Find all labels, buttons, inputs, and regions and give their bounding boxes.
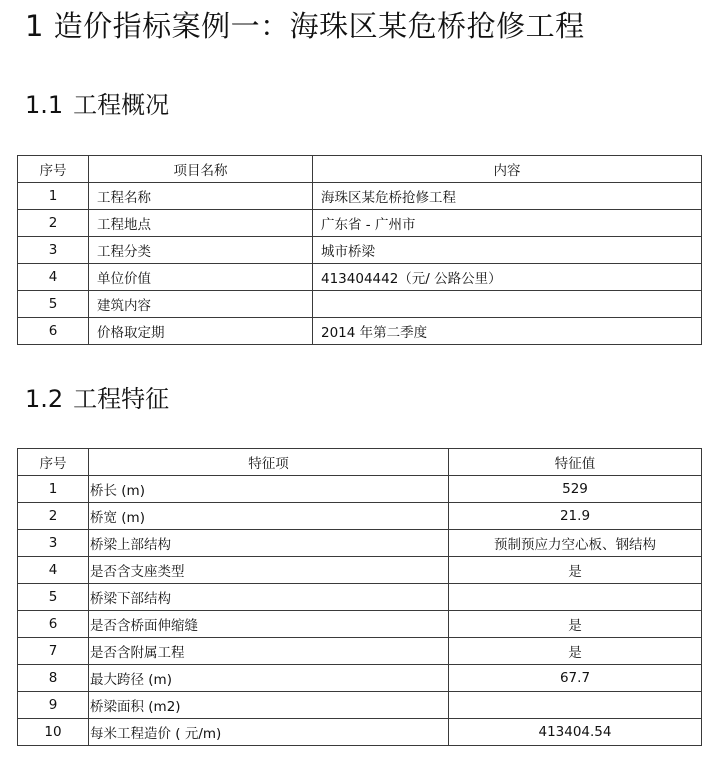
row-content <box>313 291 702 318</box>
row-no: 4 <box>18 264 89 291</box>
row-feature: 桥长 (m) <box>89 476 449 503</box>
row-item-name: 工程地点 <box>89 210 313 237</box>
row-no: 6 <box>18 318 89 345</box>
row-feature-value: 是 <box>449 611 702 638</box>
row-item-name: 建筑内容 <box>89 291 313 318</box>
page-title: 1 造价指标案例一：海珠区某危桥抢修工程 <box>25 9 585 43</box>
column-header-no: 序号 <box>18 156 89 183</box>
table-row <box>18 503 702 530</box>
row-feature-value: 529 <box>449 476 702 503</box>
table-header-row <box>18 156 702 183</box>
row-no: 8 <box>18 665 89 692</box>
row-no: 3 <box>18 237 89 264</box>
overview-table <box>17 155 702 345</box>
row-content: 海珠区某危桥抢修工程 <box>313 183 702 210</box>
section-number: 1.2 <box>25 385 64 413</box>
row-feature-value: 21.9 <box>449 503 702 530</box>
table-row <box>18 611 702 638</box>
table-row <box>18 665 702 692</box>
row-no: 3 <box>18 530 89 557</box>
row-feature: 桥宽 (m) <box>89 503 449 530</box>
row-no: 5 <box>18 291 89 318</box>
row-feature: 是否含附属工程 <box>89 638 449 665</box>
row-feature: 桥梁上部结构 <box>89 530 449 557</box>
row-content: 广东省 - 广州市 <box>313 210 702 237</box>
row-feature-value: 是 <box>449 557 702 584</box>
table-row <box>18 264 702 291</box>
row-no: 6 <box>18 611 89 638</box>
column-header-no: 序号 <box>18 449 89 476</box>
row-feature: 每米工程造价 ( 元/m) <box>89 719 449 746</box>
row-no: 5 <box>18 584 89 611</box>
row-no: 10 <box>18 719 89 746</box>
features-table <box>17 448 702 746</box>
row-content: 2014 年第二季度 <box>313 318 702 345</box>
row-no: 4 <box>18 557 89 584</box>
column-header-feature: 特征项 <box>89 449 449 476</box>
table-row <box>18 719 702 746</box>
row-no: 9 <box>18 692 89 719</box>
table-row <box>18 183 702 210</box>
row-no: 7 <box>18 638 89 665</box>
section-heading-features <box>25 383 169 415</box>
row-no: 1 <box>18 183 89 210</box>
table-row <box>18 291 702 318</box>
section-title: 工程特征 <box>73 385 170 413</box>
row-content: 城市桥梁 <box>313 237 702 264</box>
table-row <box>18 557 702 584</box>
row-feature-value: 是 <box>449 638 702 665</box>
table-row <box>18 237 702 264</box>
column-header-item-name: 项目名称 <box>89 156 313 183</box>
table-row <box>18 210 702 237</box>
row-feature-value: 预制预应力空心板、钢结构 <box>449 530 702 557</box>
row-content: 413404442（元/ 公路公里） <box>313 264 702 291</box>
row-feature-value: 67.7 <box>449 665 702 692</box>
section-title: 工程概况 <box>73 91 170 119</box>
table-header-row <box>18 449 702 476</box>
table-row <box>18 530 702 557</box>
row-feature-value <box>449 584 702 611</box>
table-row <box>18 476 702 503</box>
row-item-name: 工程名称 <box>89 183 313 210</box>
row-item-name: 单位价值 <box>89 264 313 291</box>
row-feature-value <box>449 692 702 719</box>
section-number: 1.1 <box>25 91 64 119</box>
row-feature: 桥梁面积 (m2) <box>89 692 449 719</box>
column-header-content: 内容 <box>313 156 702 183</box>
row-item-name: 价格取定期 <box>89 318 313 345</box>
table-row <box>18 584 702 611</box>
row-feature: 最大跨径 (m) <box>89 665 449 692</box>
row-feature: 是否含支座类型 <box>89 557 449 584</box>
row-no: 2 <box>18 210 89 237</box>
row-no: 1 <box>18 476 89 503</box>
section-heading-overview <box>25 89 169 121</box>
row-feature: 是否含桥面伸缩缝 <box>89 611 449 638</box>
row-item-name: 工程分类 <box>89 237 313 264</box>
table-row <box>18 638 702 665</box>
row-feature: 桥梁下部结构 <box>89 584 449 611</box>
table-row <box>18 318 702 345</box>
column-header-feature-value: 特征值 <box>449 449 702 476</box>
row-feature-value: 413404.54 <box>449 719 702 746</box>
table-row <box>18 692 702 719</box>
row-no: 2 <box>18 503 89 530</box>
